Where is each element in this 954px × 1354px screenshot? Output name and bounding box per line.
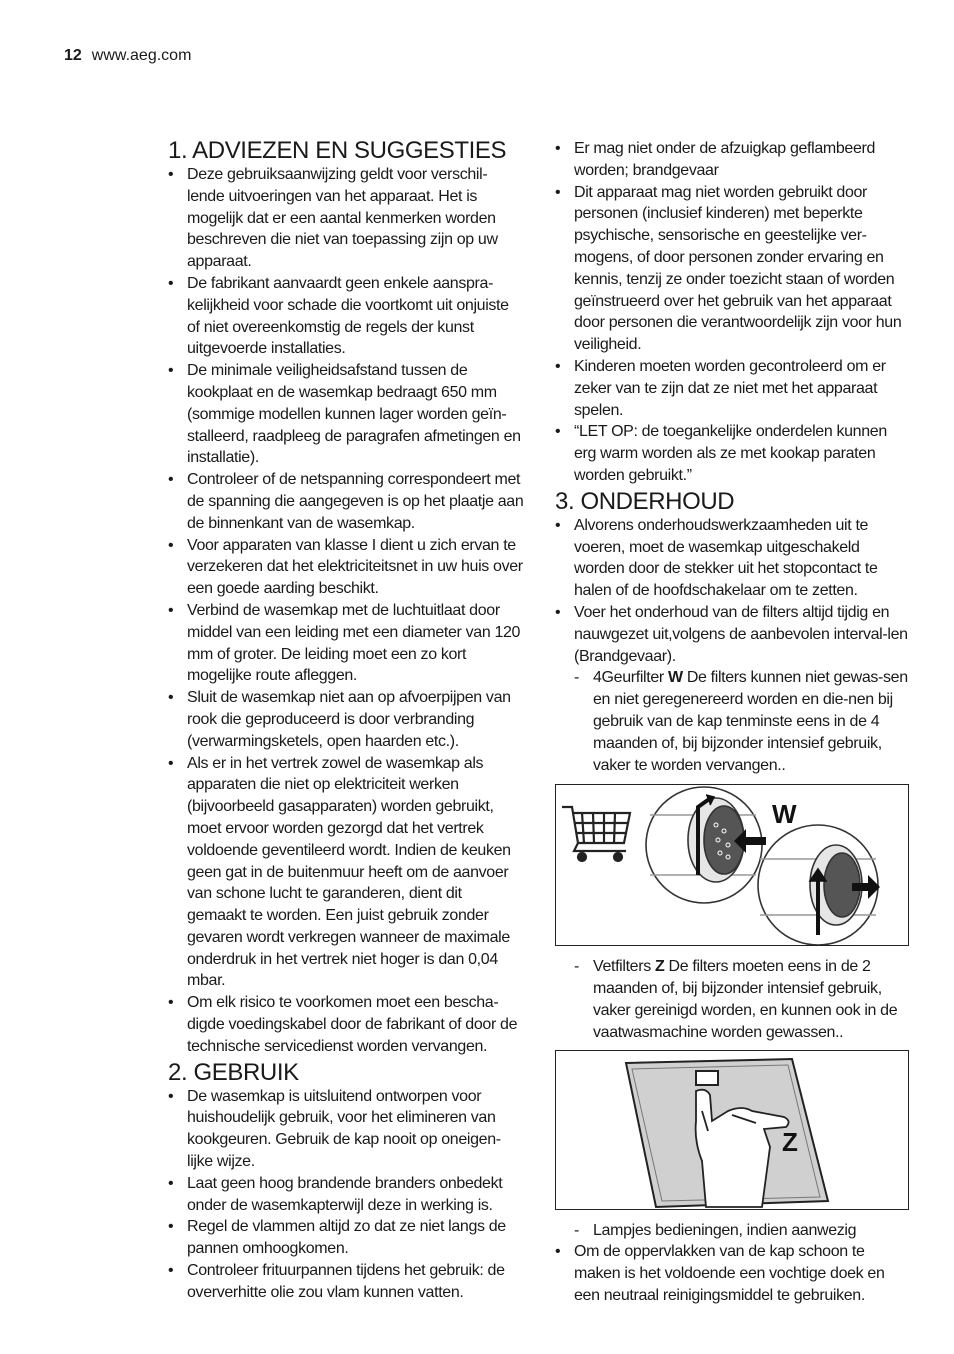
site-url[interactable]: www.aeg.com — [91, 47, 192, 64]
odour-filter-item: - 4Geurfilter W De filters kunnen niet gewas-sen en niet geregenereerd worden en die-nen bij gebruik van de kap tenminste eens in de 4 maanden of, bij bijzonder intensief gebruik, vaker te worden vervangen.. — [555, 667, 911, 776]
usage-list-continued — [555, 138, 911, 487]
list-item: • “LET OP: de toegankelijke onderdelen kunnen erg warm worden als ze met kookap paraten worden gebruikt.” — [555, 421, 911, 486]
list-item: • Om elk risico te voorkomen moet een bescha-digde voedingskabel door de fabrikant of door de technische servicedienst worden vervangen. — [168, 992, 524, 1057]
list-item: • Verbind de wasemkap met de luchtuitlaat door middel van een leiding met een diameter van 120 mm of groter. De leiding moet een zo kort mogelijke route afleggen. — [168, 600, 524, 687]
list-item: • Sluit de wasemkap niet aan op afvoerpijpen van rook die geproduceerd is door verbranding (verwarmingsketels, open haarden etc.). — [168, 687, 524, 752]
maintenance-list-end — [555, 1220, 911, 1307]
section-title-maintenance: 3. ONDERHOUD — [555, 487, 735, 515]
maintenance-list — [555, 515, 911, 777]
lamps-item: - Lampjes bedieningen, indien aanwezig — [555, 1220, 911, 1242]
usage-list — [168, 1086, 524, 1304]
grease-filter-illustration — [556, 1051, 908, 1209]
list-item: • Voor apparaten van klasse I dient u zich ervan te verzekeren dat het elektriciteitsnet in uw huis over een goede aarding beschikt. — [168, 535, 524, 600]
list-item: • Als er in het vertrek zowel de wasemkap als apparaten die niet op elektriciteit werken (bijvoorbeeld gasapparaten) worden gebruikt, moet ervoor worden gezorgd dat het vertrek voldoende geventileerd wordt. Indien de keuken geen gat in de buitenmuur heeft om de aanvoer van schone lucht te garanderen, dient dit gemaakt te worden. Een juist gebruik zonder gevaren wordt verkregen wanneer de maximale onderdruk in het vertrek niet hoger is dan 0,04 mbar. — [168, 753, 524, 993]
odour-filter-illustration — [556, 785, 908, 945]
grease-filter-item: - Vetfilters Z De filters moeten eens in de 2 maanden of, bij bijzonder intensief gebruik, vaker gereinigd worden, en kunnen ook in de vaatwasmachine worden gewassen.. — [555, 956, 911, 1043]
list-item: • Dit apparaat mag niet worden gebruikt door personen (inclusief kinderen) met beperkte psychische, sensorische en geestelijke ver-mogens, of door personen zonder ervaring en kennis, tenzij ze onder toezicht staan of worden geïnstrueerd over het gebruik van het apparaat door personen die verantwoordelijk zijn voor hun veiligheid. — [555, 182, 911, 356]
list-item: • Regel de vlammen altijd zo dat ze niet langs de pannen omhoogkomen. — [168, 1216, 524, 1260]
list-item: • De fabrikant aanvaardt geen enkele aanspra-kelijkheid voor schade die voortkomt uit onjuiste of niet overeenkomstig de regels der kunst uitgevoerde installaties. — [168, 273, 524, 360]
advice-list — [168, 164, 524, 1058]
right-column — [555, 138, 911, 1307]
figure-label-z: Z — [782, 1126, 798, 1157]
list-item: • Alvorens onderhoudswerkzaamheden uit te voeren, moet de wasemkap uitgeschakeld worden door de stekker uit het stopcontact te halen of de hoofdschakelaar om te zetten. — [555, 515, 911, 602]
grease-filter-figure — [555, 1050, 909, 1210]
page-header — [64, 47, 191, 65]
list-item: • Laat geen hoog brandende branders onbedekt onder de wasemkapterwijl deze in werking is. — [168, 1173, 524, 1217]
odour-filter-figure — [555, 784, 909, 946]
section-title-advice: 1. ADVIEZEN EN SUGGESTIES — [168, 137, 507, 164]
figure-label-w: W — [772, 799, 797, 830]
list-item: • Er mag niet onder de afzuigkap geflambeerd worden; brandgevaar — [555, 138, 911, 182]
filter-w-marker: W — [667, 669, 683, 687]
list-item: • Kinderen moeten worden gecontroleerd om er zeker van te zijn dat ze niet met het apparaat spelen. — [555, 356, 911, 421]
filter-z-marker: Z — [654, 958, 665, 976]
shopping-cart-icon — [562, 807, 630, 861]
left-column — [168, 138, 524, 1304]
list-item: • Controleer frituurpannen tijdens het gebruik: de oververhitte olie zou vlam kunnen vatten. — [168, 1260, 524, 1304]
list-item: • De minimale veiligheidsafstand tussen de kookplaat en de wasemkap bedraagt 650 mm (sommige modellen kunnen lager worden geïn-stalleerd, raadpleeg de paragrafen afmetingen en installatie). — [168, 360, 524, 469]
list-item: • Om de oppervlakken van de kap schoon te maken is het voldoende een vochtige doek en een neutraal reinigingsmiddel te gebruiken. — [555, 1241, 911, 1306]
list-item: • Deze gebruiksaanwijzing geldt voor verschil-lende uitvoeringen van het apparaat. Het is mogelijk dat er een aantal kenmerken worden beschreven die niet van toepassing zijn op uw apparaat. — [168, 164, 524, 273]
page-number: 12 — [64, 47, 82, 64]
list-item: • Voer het onderhoud van de filters altijd tijdig en nauwgezet uit,volgens de aanbevolen interval-len (Brandgevaar). — [555, 602, 911, 667]
maintenance-list-cont — [555, 956, 911, 1043]
section-title-usage: 2. GEBRUIK — [168, 1058, 299, 1086]
list-item: • De wasemkap is uitsluitend ontworpen voor huishoudelijk gebruik, voor het elimineren van kookgeuren. Gebruik de kap nooit op oneigen-lijke wijze. — [168, 1086, 524, 1173]
list-item: • Controleer of de netspanning correspondeert met de spanning die aangegeven is op het plaatje aan de binnenkant van de wasemkap. — [168, 469, 524, 534]
